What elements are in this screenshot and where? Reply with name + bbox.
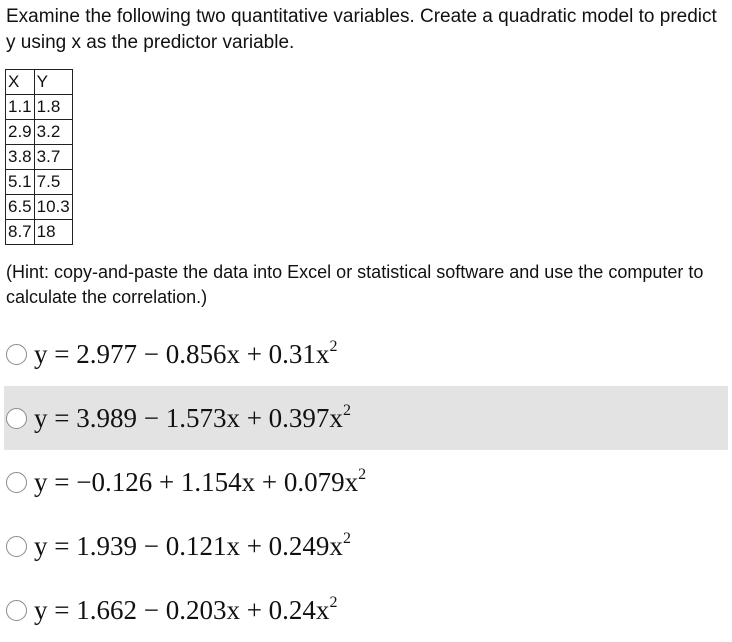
radio-button[interactable] xyxy=(6,472,27,493)
option-formula: $y = 1.939 - 0.121x + 0.249x^2$ xyxy=(34,529,351,561)
table-cell-y: 1.8 xyxy=(34,95,72,120)
answer-option-2[interactable] xyxy=(4,386,728,450)
answer-option-1[interactable] xyxy=(4,322,728,386)
table-cell-x: 3.8 xyxy=(6,145,35,170)
table-header-row xyxy=(6,70,73,95)
option-formula: $y = 3.989 - 1.573x + 0.397x^2$ xyxy=(34,401,351,433)
table-row xyxy=(6,95,73,120)
radio-button[interactable] xyxy=(6,600,27,621)
table-cell-x: 6.5 xyxy=(6,195,35,220)
table-header-x: X xyxy=(6,70,35,95)
answer-options xyxy=(4,322,728,642)
table-cell-x: 1.1 xyxy=(6,95,35,120)
table-row xyxy=(6,145,73,170)
table-cell-x: 5.1 xyxy=(6,170,35,195)
answer-option-4[interactable] xyxy=(4,514,728,578)
table-cell-y: 10.3 xyxy=(34,195,72,220)
hint-text: (Hint: copy-and-paste the data into Excel or statistical software and use the computer to calculate the correlation.) xyxy=(6,262,704,307)
table-row xyxy=(6,170,73,195)
radio-button[interactable] xyxy=(6,344,27,365)
answer-option-5[interactable] xyxy=(4,578,728,642)
radio-button[interactable] xyxy=(6,536,27,557)
table-cell-y: 7.5 xyxy=(34,170,72,195)
option-formula: $y = 1.662 - 0.203x + 0.24x^2$ xyxy=(34,593,338,625)
table-row xyxy=(6,220,73,245)
table-cell-y: 18 xyxy=(34,220,72,245)
radio-button[interactable] xyxy=(6,408,27,429)
table-cell-y: 3.2 xyxy=(34,120,72,145)
table-header-y: Y xyxy=(34,70,72,95)
table-cell-x: 8.7 xyxy=(6,220,35,245)
table-row xyxy=(6,120,73,145)
table-cell-y: 3.7 xyxy=(34,145,72,170)
answer-option-3[interactable] xyxy=(4,450,728,514)
data-table xyxy=(5,69,73,245)
table-cell-x: 2.9 xyxy=(6,120,35,145)
table-row xyxy=(6,195,73,220)
question-text: Examine the following two quantitative variables. Create a quadratic model to predict y using x as the predictor variable. xyxy=(6,6,717,53)
option-formula: $y = 2.977 - 0.856x + 0.31x^2$ xyxy=(34,337,338,369)
option-formula: $y = -0.126 + 1.154x + 0.079x^2$ xyxy=(34,465,367,497)
